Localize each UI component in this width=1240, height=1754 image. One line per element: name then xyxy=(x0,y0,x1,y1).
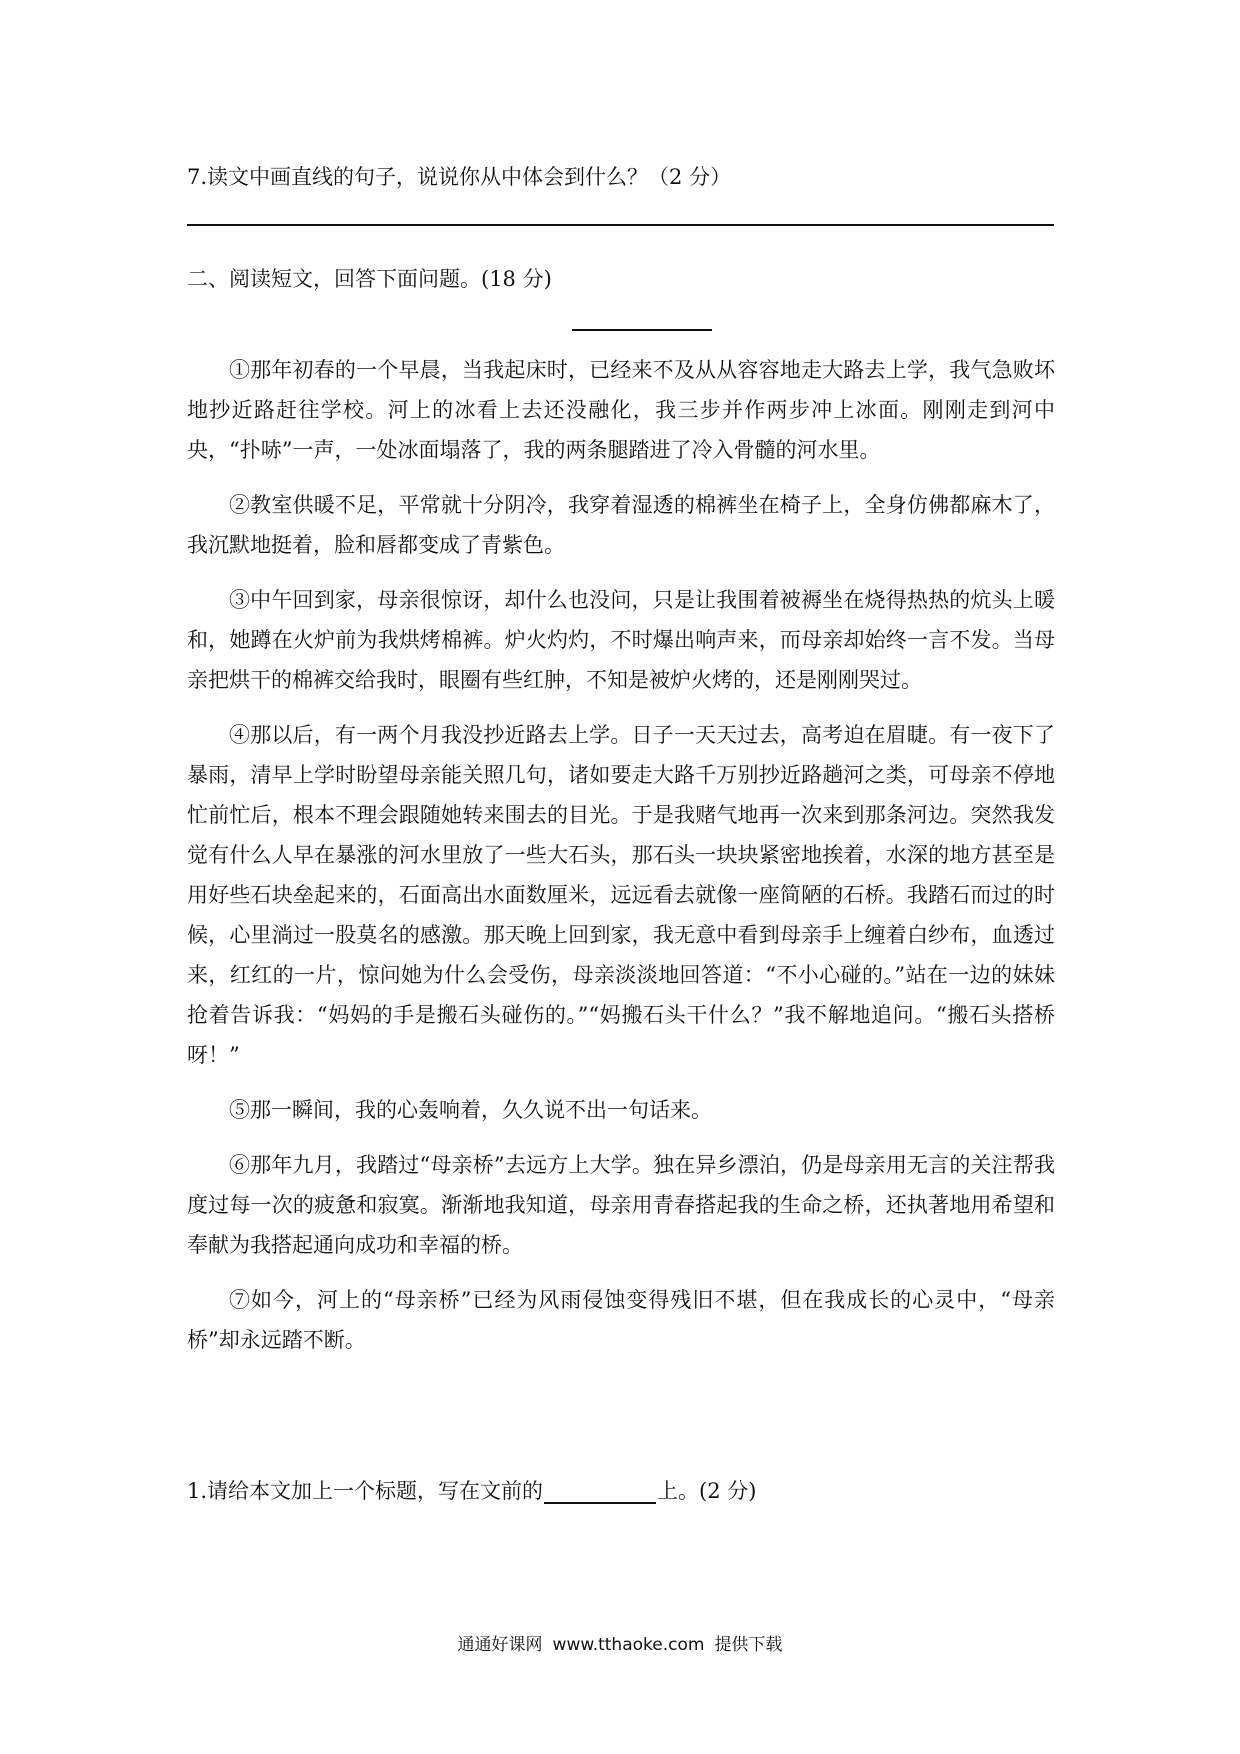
passage-paragraph-3: ③中午回到家，母亲很惊讶，却什么也没问，只是让我围着被褥坐在烧得热热的炕头上暖和，她蹲在火炉前为我烘烤棉裤。炉火灼灼，不时爆出响声来，而母亲却始终一言不发。当母亲把烘干的棉裤交给我时，眼圈有些红肿，不知是被炉火烤的，还是刚刚哭过。 xyxy=(187,588,1055,692)
passage-paragraph-1: ①那年初春的一个早晨，当我起床时，已经来不及从从容容地走大路去上学，我气急败坏地抄近路赶往学校。河上的冰看上去还没融化，我三步并作两步冲上冰面。刚刚走到河中央，“扑哧”一声，一处冰面塌落了，我的两条腿踏进了冷入骨髓的河水里。 xyxy=(187,358,1055,462)
page-footer xyxy=(0,1632,1240,1658)
passage-paragraph-4: ④那以后，有一两个月我没抄近路去上学。日子一天天过去，高考迫在眉睫。有一夜下了暴雨，清早上学时盼望母亲能关照几句，诸如要走大路千万别抄近路趟河之类，可母亲不停地忙前忙后，根本不理会跟随她转来围去的目光。于是我赌气地再一次来到那条河边。突然我发觉有什么人早在暴涨的河水里放了一些大石头，那石头一块块紧密地挨着，水深的地方甚至是用好些石块垒起来的，石面高出水面数厘米，远远看去就像一座简陋的石桥。我踏石而过的时候，心里淌过一股莫名的感激。那天晚上回到家，我无意中看到母亲手上缠着白纱布，血透过来，红红的一片，惊问她为什么会受伤，母亲淡淡地回答道：“不小心碰的。”站在一边的妹妹抢着告诉我：“妈妈的手是搬石头碰伤的。”“妈搬石头干什么？”我不解地追问。“搬石头搭桥呀！” xyxy=(187,723,1055,1067)
question-1 xyxy=(187,1476,756,1506)
footer-url: www.tthaoke.com xyxy=(552,1635,705,1655)
footer-site-name: 通通好课网 xyxy=(457,1635,543,1655)
passage-paragraph-5: ⑤那一瞬间，我的心轰响着，久久说不出一句话来。 xyxy=(229,1098,712,1122)
question-7-answer-line xyxy=(187,224,1054,226)
question-7: 7.读文中画直线的句子，说说你从中体会到什么？（2 分） xyxy=(187,165,732,189)
section-2-heading: 二、阅读短文，回答下面问题。(18 分) xyxy=(187,267,552,291)
question-1-text: 1.请给本文加上一个标题，写在文前的 xyxy=(187,1479,544,1503)
question-1-blank xyxy=(544,1480,656,1504)
passage-paragraph-6: ⑥那年九月，我踏过“母亲桥”去远方上大学。独在异乡漂泊，仍是母亲用无言的关注帮我度过每一次的疲惫和寂寞。渐渐地我知道，母亲用青春搭起我的生命之桥，还执著地用希望和奉献为我搭起通向成功和幸福的桥。 xyxy=(187,1153,1055,1257)
question-1-text-end: 上。(2 分) xyxy=(657,1479,757,1503)
passage-paragraph-7: ⑦如今，河上的“母亲桥”已经为风雨侵蚀变得残旧不堪，但在我成长的心灵中，“母亲桥”却永远踏不断。 xyxy=(187,1288,1055,1352)
footer-suffix: 提供下载 xyxy=(714,1635,783,1655)
reading-passage xyxy=(187,350,1055,1360)
passage-title-blank xyxy=(572,329,712,331)
passage-paragraph-2: ②教室供暖不足，平常就十分阴冷，我穿着湿透的棉裤坐在椅子上，全身仿佛都麻木了，我沉默地挺着，脸和唇都变成了青紫色。 xyxy=(187,493,1055,557)
